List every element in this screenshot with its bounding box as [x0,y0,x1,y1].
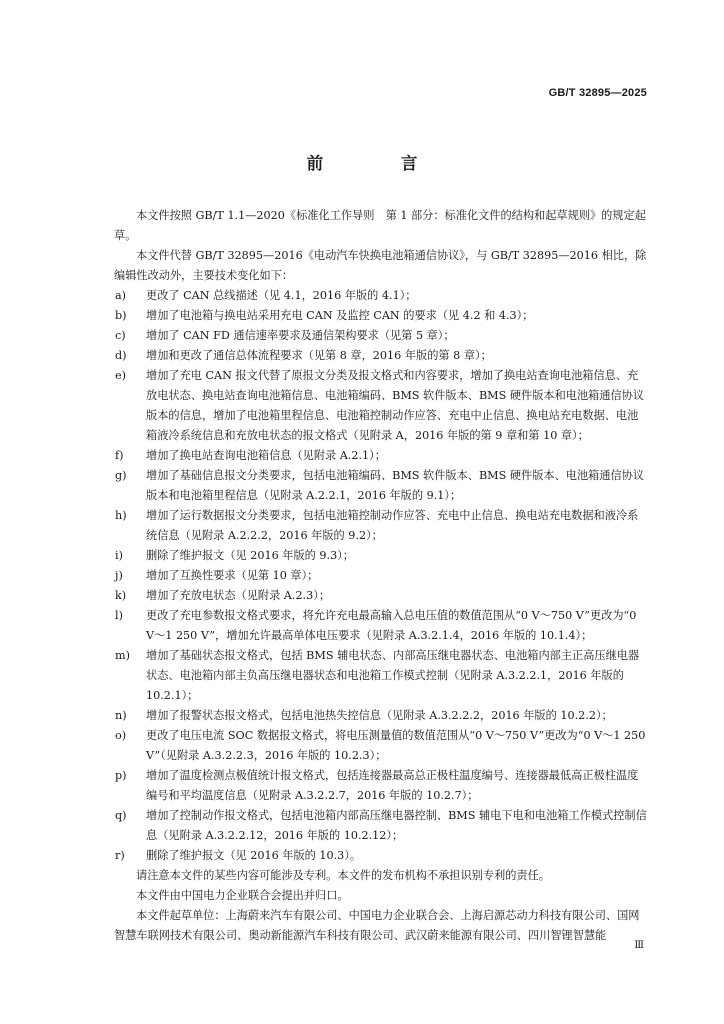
changes-list [114,286,647,866]
list-item-text: 增加了互换性要求（见第 10 章）； [146,569,319,582]
list-item [114,286,647,306]
list-item-text: 删除了维护报文（见 2016 年版的 10.3）。 [146,849,362,862]
list-marker: b) [115,309,127,322]
list-item [114,326,647,346]
list-item-text: 增加了换电站查询电池箱信息（见附录 A.2.1）； [146,449,386,462]
list-item [114,846,647,866]
patent-notice: 请注意本文件的某些内容可能涉及专利。本文件的发布机构不承担识别专利的责任。 [136,869,550,882]
list-marker: j) [115,569,123,582]
list-marker: k) [115,589,127,602]
list-marker: n) [115,709,127,722]
page-title: 前 言 [306,154,454,173]
list-item [114,806,647,846]
list-marker: h) [115,509,127,522]
list-item [114,726,647,766]
list-marker: q) [115,809,127,822]
list-item-text: 增加了充电 CAN 报文代替了原报文分类及报文格式和内容要求，增加了换电站查询电池箱信息、充放电状态、换电站查询电池箱信息、电池箱编码、BMS 软件版本、BMS 硬件版本和电池箱通信协议版本的信息，增加了电池箱里程信息、电池箱控制动作应答、充电中止信息、换电站充电数据、电池箱液冷系统信息和充放电状态的报文格式（见附录 A，2016 年版的第 9 章和第 10 章）； [146,369,645,442]
page-number: Ⅲ [634,940,644,951]
list-item [114,766,647,806]
list-item [114,586,647,606]
list-item [114,506,647,546]
list-item-text: 更改了电压电流 SOC 数据报文格式，将电压测量值的数值范围从“0 V～750 V”更改为“0 V～1 250 V”（见附录 A.3.2.2.3，2016 年版的 10.2.3）； [146,729,646,762]
list-item-text: 更改了 CAN 总线描述（见 4.1，2016 年版的 4.1）； [146,289,417,302]
list-item-text: 增加了电池箱与换电站采用充电 CAN 及监控 CAN 的要求（见 4.2 和 4.3）； [146,309,534,322]
list-marker: r) [115,849,125,862]
list-item [114,606,647,646]
list-marker: i) [115,549,123,562]
document-body [114,206,647,946]
list-marker: o) [115,729,127,742]
list-marker: p) [115,769,127,782]
list-item-text: 增加了基础状态报文格式，包括 BMS 辅电状态、内部高压继电器状态、电池箱内部主正高压继电器状态、电池箱内部主负高压继电器状态和电池箱工作模式控制（见附录 A.3.2.2.1，2016 年版的 10.2.1）； [146,649,640,702]
drafting-units: 本文件起草单位：上海蔚来汽车有限公司、中国电力企业联合会、上海启源芯动力科技有限公司、国网智慧车联网技术有限公司、奥动新能源汽车科技有限公司、武汉蔚来能源有限公司、四川智锂智慧能 [114,909,640,942]
list-item-text: 更改了充电参数报文格式要求，将允许充电最高输入总电压值的数值范围从“0 V～750 V”更改为“0 V～1 250 V”，增加允许最高单体电压要求（见附录 A.3.2.1.4，2016 年版的 10.1.4）； [146,609,637,642]
list-item-text: 增加了报警状态报文格式，包括电池热失控信息（见附录 A.3.2.2.2，2016 年版的 10.2.2）； [146,709,613,722]
list-marker: e) [115,369,126,382]
list-item-text: 增加和更改了通信总体流程要求（见第 8 章，2016 年版的第 8 章）； [146,349,492,362]
list-item-text: 增加了基础信息报文分类要求，包括电池箱编码、BMS 软件版本、BMS 硬件版本、电池箱通信协议版本和电池箱里程信息（见附录 A.2.2.1，2016 年版的 9.1）； [146,469,645,502]
list-item-text: 增加了运行数据报文分类要求，包括电池箱控制动作应答、充电中止信息、换电站充电数据和液冷系统信息（见附录 A.2.2.2，2016 年版的 9.2）； [146,509,639,542]
intro-paragraph-1: 本文件按照 GB/T 1.1—2020《标准化工作导则 第 1 部分：标准化文件的结构和起草规则》的规定起草。 [114,209,646,242]
list-item [114,306,647,326]
list-item-text: 增加了温度检测点极值统计报文格式，包括连接器最高总正极柱温度编号、连接器最低高正极柱温度编号和平均温度信息（见附录 A.3.2.2.7，2016 年版的 10.2.7）； [146,769,639,802]
list-item [114,346,647,366]
list-marker: d) [115,349,127,362]
list-marker: a) [115,289,127,302]
list-item-text: 删除了维护报文（见 2016 年版的 9.3）； [146,549,354,562]
list-marker: g) [115,469,127,482]
list-marker: m) [115,649,130,662]
proposer-statement: 本文件由中国电力企业联合会提出并归口。 [136,889,349,902]
intro-paragraph-2: 本文件代替 GB/T 32895—2016《电动汽车快换电池箱通信协议》，与 GB/T 32895—2016 相比，除编辑性改动外，主要技术变化如下： [114,249,647,282]
list-item [114,366,647,446]
list-item [114,466,647,506]
list-marker: l) [115,609,123,622]
list-item-text: 增加了 CAN FD 通信速率要求及通信架构要求（见第 5 章）； [146,329,455,342]
list-marker: f) [115,449,124,462]
list-marker: c) [115,329,126,342]
list-item [114,566,647,586]
list-item [114,646,647,706]
list-item-text: 增加了充放电状态（见附录 A.2.3）； [146,589,331,602]
list-item [114,546,647,566]
list-item [114,706,647,726]
list-item-text: 增加了控制动作报文格式，包括电池箱内部高压继电器控制、BMS 辅电下电和电池箱工作模式控制信息（见附录 A.3.2.2.12，2016 年版的 10.2.12）； [146,809,647,842]
standard-number: GB/T 32895—2025 [548,87,647,99]
list-item [114,446,647,466]
